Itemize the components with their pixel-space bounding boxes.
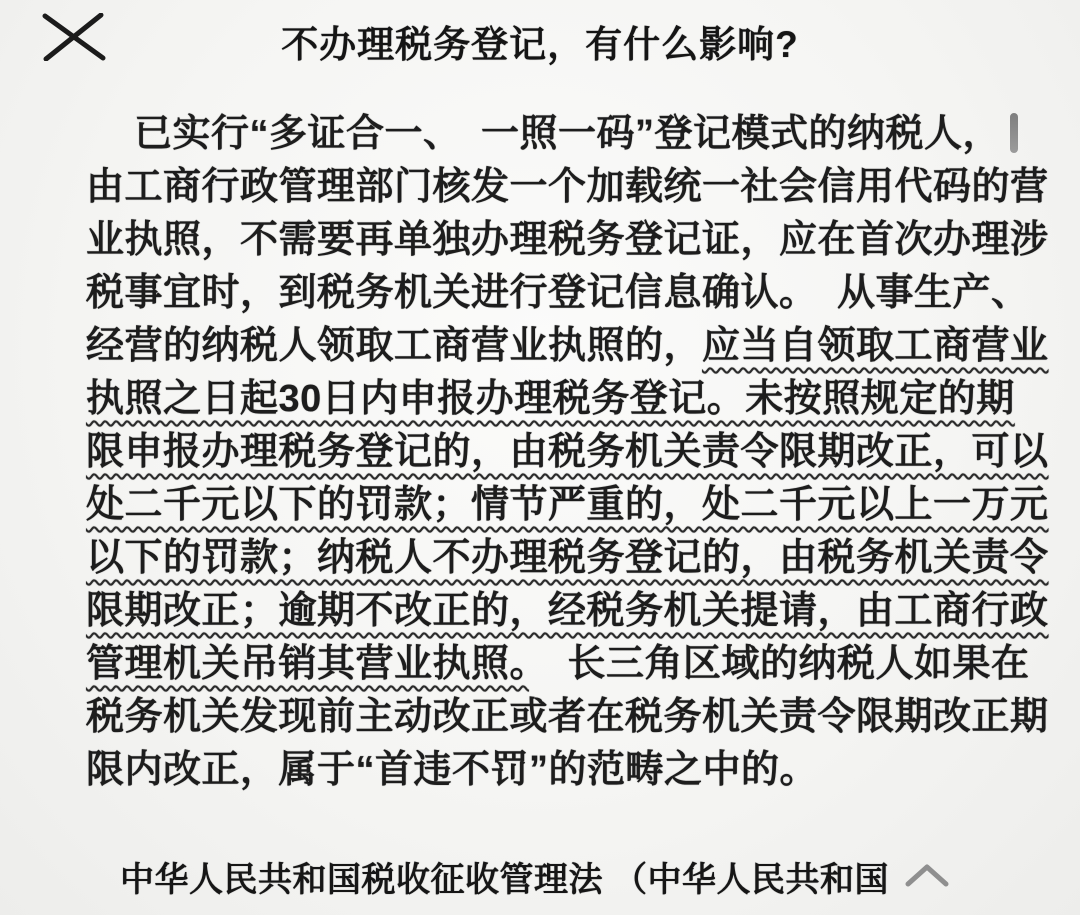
text-segment: 税务机关发现前主动改正或者在税务机关责令限期改正期: [86, 696, 1049, 738]
underlined-text-segment: 限期改正；逾期不改正的，经税务机关提请，由工商行政: [86, 590, 1049, 632]
chevron-up-icon: [903, 860, 951, 890]
text-segment: 税事宜时，到税务机关进行登记信息确认。 从事生产、: [86, 272, 1030, 314]
text-segment: 长三角区域的纳税人如果在: [529, 643, 1030, 685]
text-line: [86, 373, 1036, 426]
text-line: [86, 426, 1049, 479]
text-segment: 业执照，不需要再单独办理税务登记证，应在首次办理涉: [86, 219, 1049, 261]
law-title: 中华人民共和国税收征收管理法 （中华人民共和国: [120, 861, 889, 899]
law-accordion-header[interactable]: [0, 846, 1080, 910]
text-line: [86, 108, 1036, 161]
underlined-text-segment: 应当自领取工商营业: [702, 325, 1049, 367]
text-line: [86, 320, 1049, 373]
text-line: [86, 267, 1036, 320]
underlined-text-segment: 管理机关吊销其营业执照。: [86, 643, 530, 685]
text-segment: 已实行“多证合一、 一照一码”登记模式的纳税人，: [134, 113, 1002, 155]
text-line: [86, 214, 1049, 267]
article-text: [86, 108, 1049, 797]
page-title: 不办理税务登记，有什么影响?: [281, 24, 799, 65]
text-line: [86, 638, 1036, 691]
underlined-text-segment: 执照之日起30日内申报办理税务登记。未按照规定的期: [86, 378, 1015, 420]
underlined-text-segment: 限申报办理税务登记的，由税务机关责令限期改正，可以: [86, 431, 1049, 473]
text-line: [86, 691, 1049, 744]
text-line: [86, 479, 1049, 532]
underlined-text-segment: 处二千元以下的罚款；情节严重的，处二千元以上一万元: [86, 484, 1049, 526]
text-line: [86, 532, 1049, 585]
text-segment: 经营的纳税人领取工商营业执照的，: [86, 325, 703, 367]
text-line: [86, 161, 1049, 214]
text-segment: 限内改正，属于“首违不罚”的范畴之中的。: [86, 749, 819, 791]
text-line: [86, 744, 1036, 797]
text-line: [86, 585, 1049, 638]
text-segment: 由工商行政管理部门核发一个加载统一社会信用代码的营: [86, 166, 1049, 208]
underlined-text-segment: 以下的罚款；纳税人不办理税务登记的，由税务机关责令: [86, 537, 1049, 579]
